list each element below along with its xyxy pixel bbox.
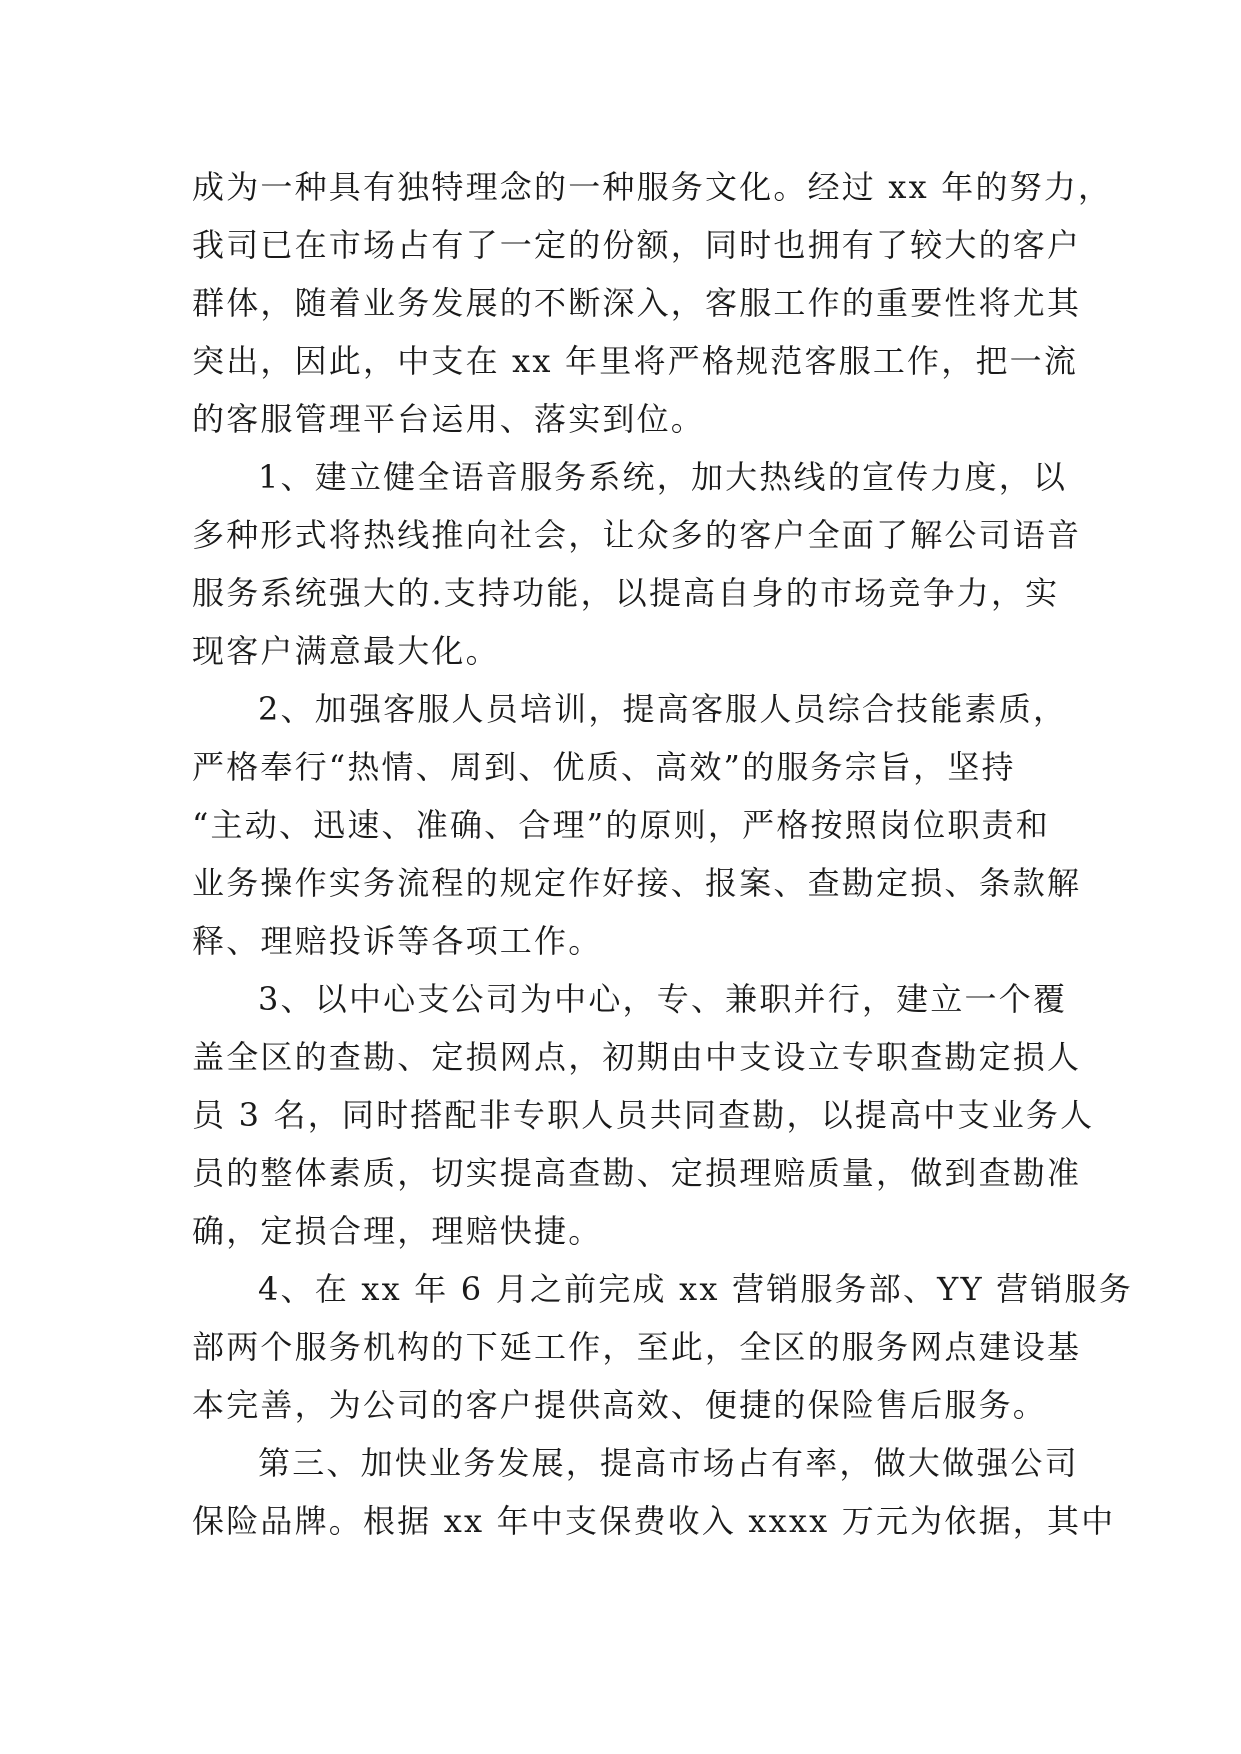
text-line: 部两个服务机构的下延工作，至此，全区的服务网点建设基	[192, 1328, 1082, 1366]
paragraph-first-line: 1、建立健全语音服务系统，加大热线的宣传力度，以	[258, 458, 1068, 496]
paragraph-first-line: 第三、加快业务发展，提高市场占有率，做大做强公司	[258, 1444, 1079, 1482]
text-line: 释、理赔投诉等各项工作。	[192, 922, 603, 960]
paragraph-first-line: 2、加强客服人员培训，提高客服人员综合技能素质，	[258, 690, 1068, 728]
text-line: 多种形式将热线推向社会，让众多的客户全面了解公司语音	[192, 516, 1082, 554]
text-line: 现客户满意最大化。	[192, 632, 500, 670]
text-line: 突出，因此，中支在 xx 年里将严格规范客服工作，把一流	[192, 342, 1079, 380]
text-line: 的客服管理平台运用、落实到位。	[192, 400, 706, 438]
text-line: 成为一种具有独特理念的一种服务文化。经过 xx 年的努力，	[192, 168, 1113, 206]
document-body	[192, 158, 1133, 1550]
text-line: 我司已在市场占有了一定的份额，同时也拥有了较大的客户	[192, 226, 1082, 264]
paragraph-first-line: 4、在 xx 年 6 月之前完成 xx 营销服务部、YY 营销服务	[258, 1270, 1133, 1308]
text-line: 员 3 名，同时搭配非专职人员共同查勘，以提高中支业务人	[192, 1096, 1095, 1134]
paragraph-first-line: 3、以中心支公司为中心，专、兼职并行，建立一个覆	[258, 980, 1068, 1018]
text-line: “主动、迅速、准确、合理”的原则，严格按照岗位职责和	[192, 806, 1050, 844]
text-line: 本完善，为公司的客户提供高效、便捷的保险售后服务。	[192, 1386, 1048, 1424]
text-line: 盖全区的查勘、定损网点，初期由中支设立专职查勘定损人	[192, 1038, 1082, 1076]
text-line: 群体，随着业务发展的不断深入，客服工作的重要性将尤其	[192, 284, 1082, 322]
text-line: 保险品牌。根据 xx 年中支保费收入 xxxx 万元为依据，其中	[192, 1502, 1116, 1540]
text-line: 确，定损合理，理赔快捷。	[192, 1212, 603, 1250]
text-line: 严格奉行“热情、周到、优质、高效”的服务宗旨，坚持	[192, 748, 1016, 786]
text-line: 服务系统强大的.支持功能，以提高自身的市场竞争力，实	[192, 574, 1060, 612]
text-line: 业务操作实务流程的规定作好接、报案、查勘定损、条款解	[192, 864, 1082, 902]
text-line: 员的整体素质，切实提高查勘、定损理赔质量，做到查勘准	[192, 1154, 1082, 1192]
